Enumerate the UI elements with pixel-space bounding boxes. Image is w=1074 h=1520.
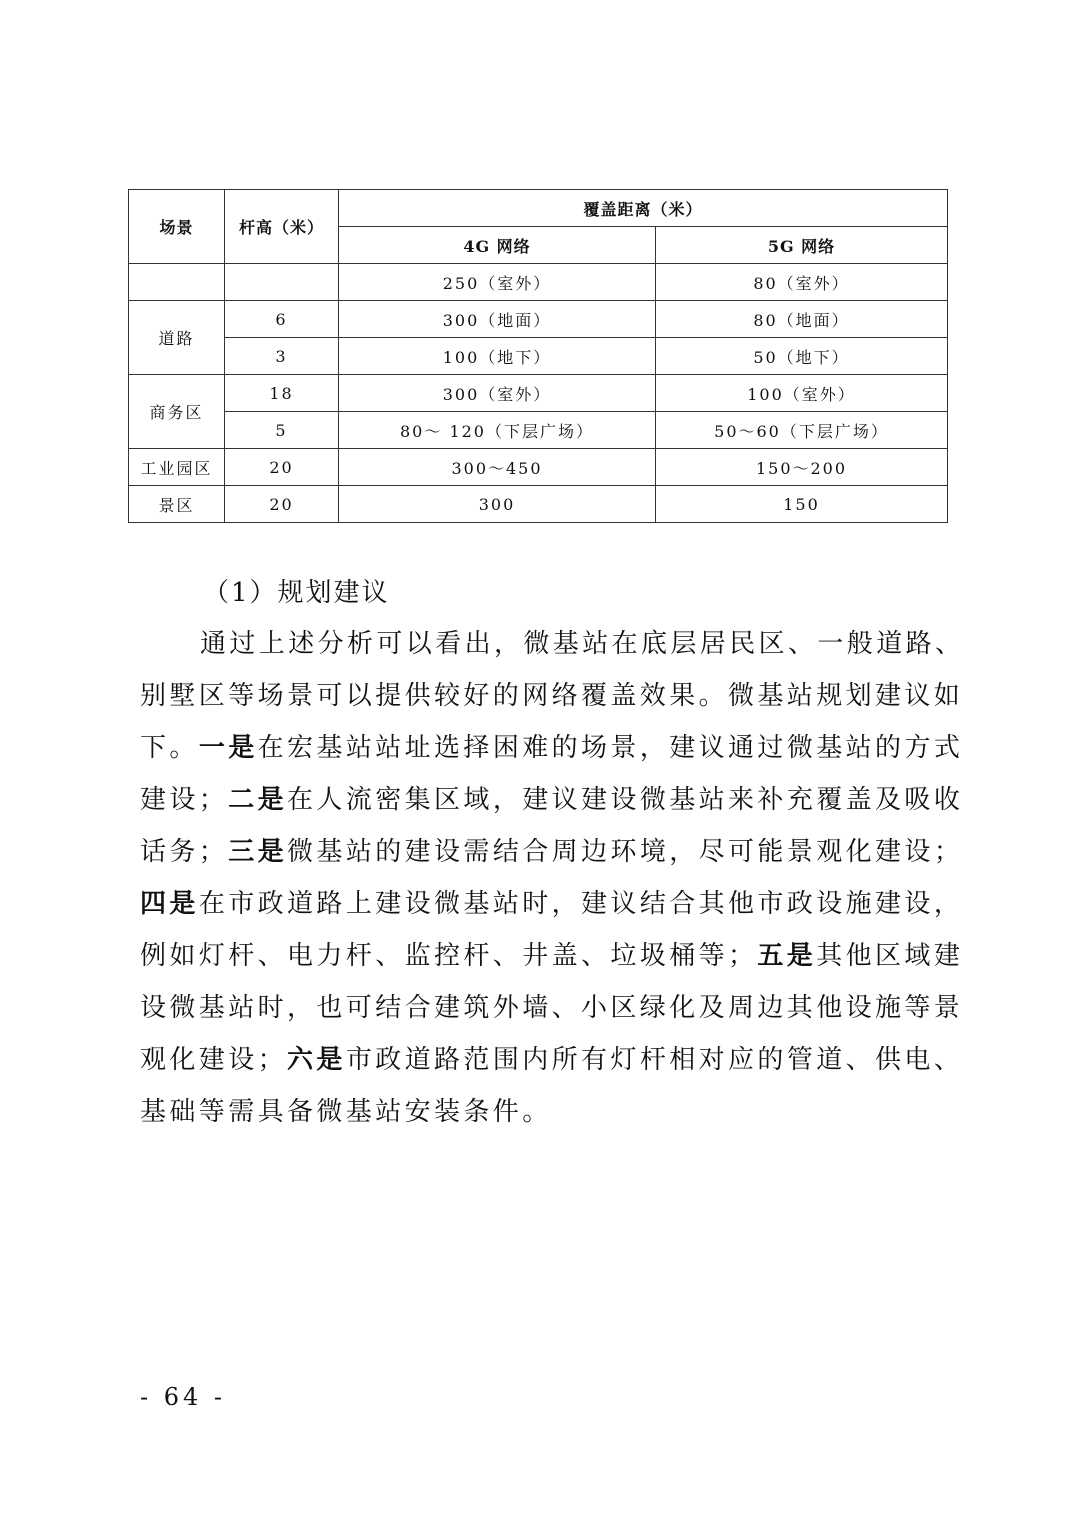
paragraph-line bbox=[140, 930, 964, 982]
paragraph-line: 设微基站时，也可结合建筑外墙、小区绿化及周边其他设施等景 bbox=[140, 993, 964, 1023]
cell-scene bbox=[129, 264, 225, 301]
text-run: 其他区域建 bbox=[816, 941, 964, 971]
cell-4g: 100（地下） bbox=[339, 338, 656, 375]
cell-height: 5 bbox=[225, 412, 339, 449]
table-row bbox=[129, 412, 948, 449]
table-row bbox=[129, 486, 948, 523]
table-row bbox=[129, 264, 948, 301]
header-4g: 4G 网络 bbox=[339, 227, 656, 264]
paragraph-line: 基础等需具备微基站安装条件。 bbox=[140, 1097, 552, 1127]
paragraph-line bbox=[140, 826, 964, 878]
cell-scene: 商务区 bbox=[129, 375, 225, 449]
emphasis: 一是 bbox=[198, 733, 258, 763]
cell-4g: 250（室外） bbox=[339, 264, 656, 301]
page-number: - 64 - bbox=[140, 1383, 227, 1411]
text-run: 在市政道路上建设微基站时，建议结合其他市政设施建设， bbox=[198, 889, 964, 919]
cell-scene: 景区 bbox=[129, 486, 225, 523]
header-scene: 场景 bbox=[129, 190, 225, 264]
text-run: 在宏基站站址选择困难的场景，建议通过微基站的方式 bbox=[257, 733, 964, 763]
cell-height: 3 bbox=[225, 338, 339, 375]
text-run: 市政道路范围内所有灯杆相对应的管道、供电、 bbox=[345, 1045, 964, 1075]
text-run: 观化建设； bbox=[140, 1045, 288, 1075]
text-run: 话务； bbox=[140, 837, 229, 867]
section-title: （1）规划建议 bbox=[203, 578, 390, 608]
emphasis: 四是 bbox=[140, 889, 199, 919]
cell-4g: 300 bbox=[339, 486, 656, 523]
cell-height: 6 bbox=[225, 301, 339, 338]
header-coverage: 覆盖距离（米） bbox=[339, 190, 948, 227]
text-run: 在人流密集区域，建议建设微基站来补充覆盖及吸收 bbox=[287, 785, 964, 815]
text-run: 建设； bbox=[140, 785, 229, 815]
header-pole-height: 杆高（米） bbox=[225, 190, 339, 264]
paragraph-line bbox=[140, 878, 964, 930]
cell-5g: 100（室外） bbox=[656, 375, 948, 412]
emphasis: 二是 bbox=[228, 785, 288, 815]
cell-height bbox=[225, 264, 339, 301]
paragraph-line bbox=[140, 774, 964, 826]
cell-5g: 50～60（下层广场） bbox=[656, 412, 948, 449]
table-row bbox=[129, 338, 948, 375]
cell-4g: 80～ 120（下层广场） bbox=[339, 412, 656, 449]
cell-5g: 150～200 bbox=[656, 449, 948, 486]
paragraph-line: 别墅区等场景可以提供较好的网络覆盖效果。微基站规划建议如 bbox=[140, 681, 964, 711]
cell-scene: 工业园区 bbox=[129, 449, 225, 486]
header-5g: 5G 网络 bbox=[656, 227, 948, 264]
table-row bbox=[129, 449, 948, 486]
emphasis: 五是 bbox=[757, 941, 817, 971]
cell-5g: 150 bbox=[656, 486, 948, 523]
text-run: 下。 bbox=[140, 733, 199, 763]
cell-scene: 道路 bbox=[129, 301, 225, 375]
cell-height: 20 bbox=[225, 486, 339, 523]
text-run: 例如灯杆、电力杆、监控杆、井盖、垃圾桶等； bbox=[140, 941, 758, 971]
cell-height: 20 bbox=[225, 449, 339, 486]
emphasis: 三是 bbox=[228, 837, 288, 867]
cell-5g: 80（室外） bbox=[656, 264, 948, 301]
cell-4g: 300（室外） bbox=[339, 375, 656, 412]
emphasis: 六是 bbox=[287, 1045, 346, 1075]
cell-4g: 300（地面） bbox=[339, 301, 656, 338]
paragraph-line bbox=[140, 1034, 964, 1086]
cell-4g: 300～450 bbox=[339, 449, 656, 486]
coverage-table bbox=[128, 189, 948, 523]
paragraph-line: 通过上述分析可以看出，微基站在底层居民区、一般道路、 bbox=[200, 629, 965, 659]
cell-height: 18 bbox=[225, 375, 339, 412]
paragraph-line bbox=[140, 722, 964, 774]
cell-5g: 50（地下） bbox=[656, 338, 948, 375]
text-run: 微基站的建设需结合周边环境，尽可能景观化建设； bbox=[287, 837, 964, 867]
table-row bbox=[129, 301, 948, 338]
cell-5g: 80（地面） bbox=[656, 301, 948, 338]
table-row bbox=[129, 375, 948, 412]
